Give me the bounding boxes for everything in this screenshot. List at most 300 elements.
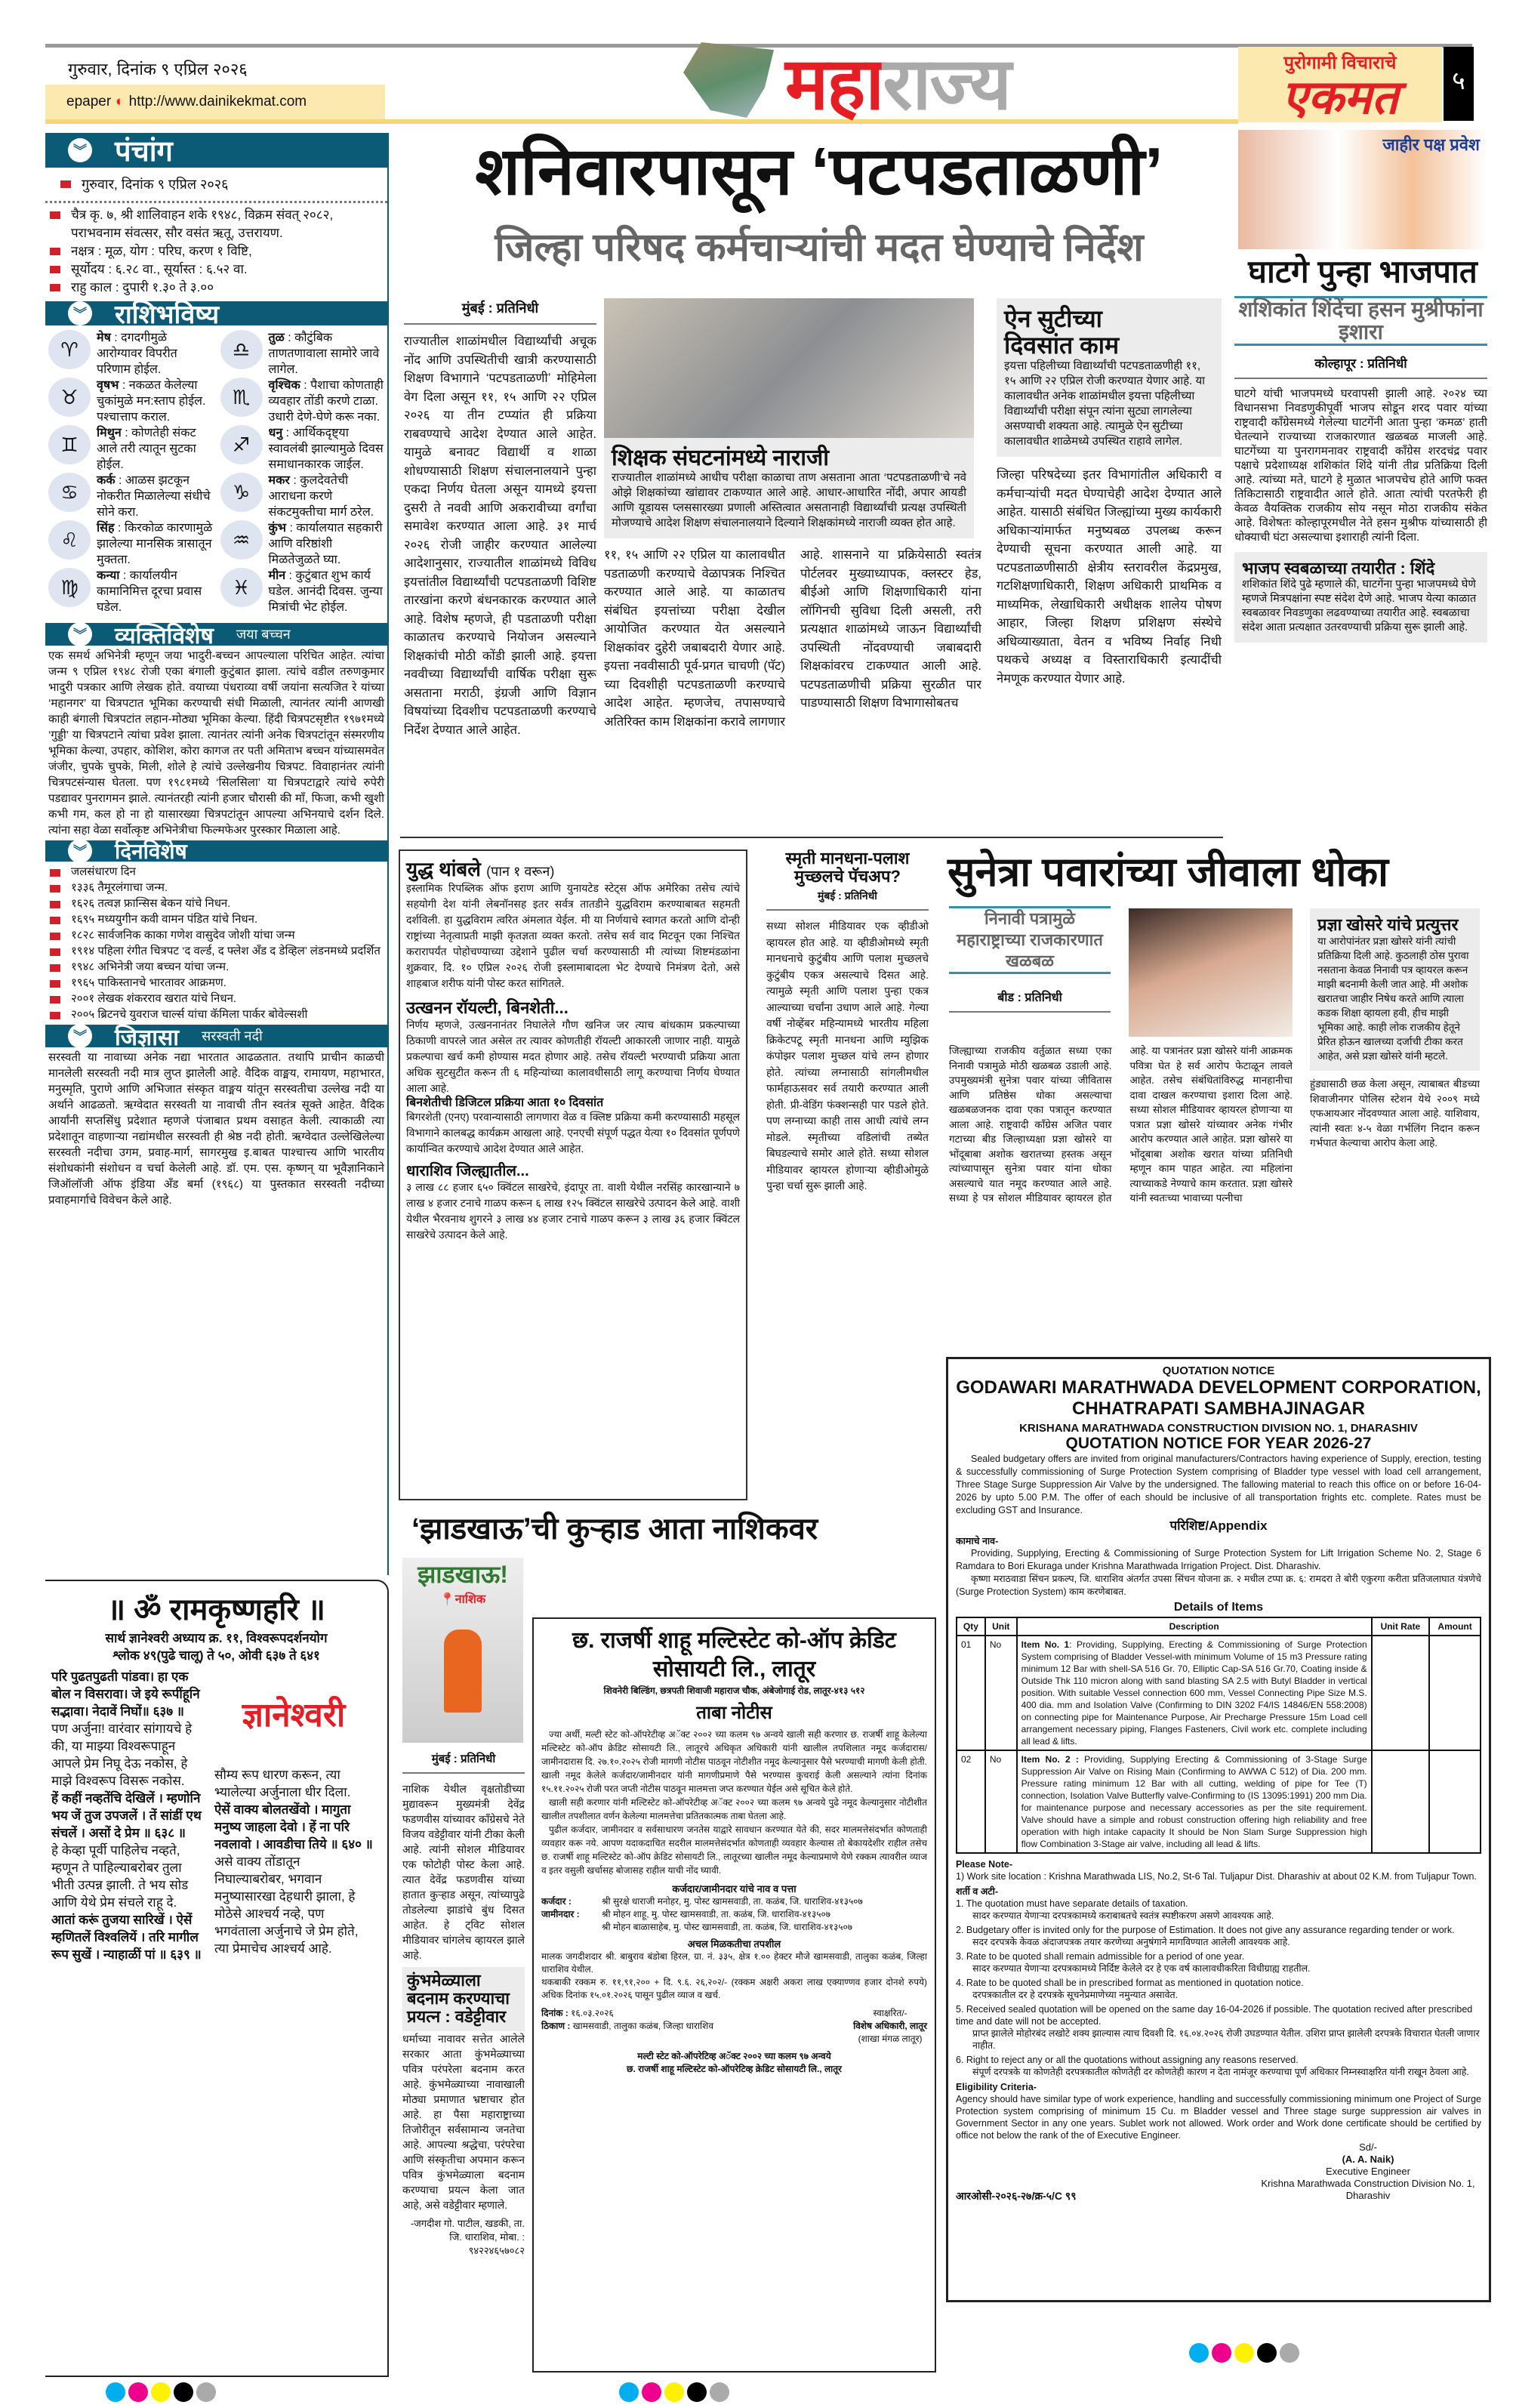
na-title: बिनशेतीची डिजिटल प्रक्रिया आता १० दिवसांत bbox=[406, 1096, 604, 1109]
bullet-icon bbox=[50, 1012, 60, 1019]
dnyaneshwari-left bbox=[51, 1668, 202, 1963]
cartoon-place-text: नाशिक bbox=[454, 1593, 486, 1606]
rashi-name: मेष bbox=[97, 331, 111, 344]
zodiac-icon: ♊ bbox=[48, 425, 91, 464]
royalty-title: उत्खनन रॉयल्टी, बिनशेती... bbox=[406, 997, 568, 1017]
term-mr: प्राप्त झालेले मोहोरबंद लखोटे शक्य झाल्यास त्याच दिवशी दि. १६.०४.२०२६ रोजी उघडण्यात येतील. उशिरा प्राप्त झालेली दरपत्रके विचारात घेतली जाणार नाहीत. bbox=[972, 2028, 1480, 2051]
quotation-notice bbox=[946, 1357, 1491, 2302]
ovi-meaning: असे वाक्य तोंडातून निघाल्याबरोबर, भगवान मनुष्यासारखा देहधारी झाला, हे मोठेसे आश्चर्य नव्हे, पण भगवंताला अर्जुनाचे जे प्रेम होते, त्या प्रेमाचेच आश्चर्य आहे. bbox=[214, 1855, 359, 1956]
dinvishesh-text: जलसंधारण दिन bbox=[71, 865, 136, 878]
zodiac-icon: ♈ bbox=[48, 330, 91, 369]
classroom-photo bbox=[604, 298, 974, 438]
dinvishesh-item bbox=[50, 1007, 383, 1022]
term-en: 3. Rate to be quoted shall remain admissible for a period of one year. bbox=[956, 1951, 1245, 1962]
rashi-text: मेष : दगदगीमुळे आरोग्यावर विपरीत परिणाम होईल. bbox=[97, 331, 177, 376]
dnyaneshwari-title: ॥ ॐ रामकृष्णहरि ॥ bbox=[107, 1593, 325, 1626]
quotation-ref: आरओसी-२०२६-२७/क्र-५/C ९९ bbox=[956, 2190, 1077, 2202]
vyakti-header bbox=[45, 623, 387, 649]
bullet-icon bbox=[60, 180, 71, 188]
rashi-text: कन्या : कार्यालयीन कामानिमित्त दूरचा प्रवास घडेल. bbox=[97, 569, 202, 614]
work-label: कामाचे नाव- bbox=[956, 1536, 999, 1546]
registration-dots-right bbox=[1189, 2343, 1302, 2366]
dinvishesh-text: १९६५ पाकिस्तानचे भारतावर आक्रमण. bbox=[71, 976, 226, 989]
quotation-year-title: QUOTATION NOTICE FOR YEAR 2026-27 bbox=[1065, 1435, 1372, 1452]
logo-grey: राज्य bbox=[883, 44, 1010, 125]
lead-center-flow bbox=[604, 438, 981, 834]
royalty-body: निर्णय म्हणजे, उत्खननानंतर निघालेले गौण खनिज जर त्याच बांधकाम प्रकल्पाच्या ठिकाणी वापरले जात असेल तर त्यावर कोणतीही रॉयल्टी आकारली जाणार नाही. यामुळे प्रकल्पाचा खर्च कमी होण्यास मदत होणार आहे. तसेच रॉयल्टी भरण्याची प्रक्रिया आता अधिक सुटसुटीत करून ती ६ महिन्यांच्या कालावधीसाठी लागू करण्याचा निर्णय घेण्यात आला आहे. bbox=[406, 1018, 740, 1094]
rashi-item bbox=[48, 568, 213, 615]
sunetra-body-wrap bbox=[949, 1044, 1293, 1349]
rashi-name: मीन bbox=[268, 569, 286, 582]
borrower: श्री सुरक्षे धाराजी मनोहर, मु. पोस्ट खामसवाडी, ता. कळंब, जि. धाराशिव-४१३५०७ bbox=[602, 1896, 863, 1907]
divider bbox=[400, 837, 1223, 838]
cyan-dot bbox=[1189, 2343, 1209, 2363]
bullet-icon bbox=[50, 917, 60, 924]
chevron-down-icon: ︾ bbox=[68, 1024, 92, 1048]
quotation-appendix: परिशिष्ट/Appendix bbox=[1169, 1518, 1268, 1533]
item-number: Item No. 1 bbox=[1021, 1639, 1070, 1650]
sign: स्वाक्षरित/- bbox=[873, 2008, 907, 2018]
description-cell bbox=[1017, 1636, 1372, 1750]
sunetra-headline: सुनेत्रा पवारांच्या जीवाला धोका bbox=[948, 849, 1389, 895]
bullet-icon bbox=[50, 869, 60, 877]
amount-cell bbox=[1429, 1636, 1481, 1750]
logo-red: महा bbox=[785, 44, 883, 125]
work-mr: कृष्णा मराठवाडा सिंचन प्रकल्प, जि. धाराशिव अंतर्गत उपसा सिंचन योजना क्र. २ मधील टप्पा क्र. ६: रामदरा ते बोरी एकुरगा करीता प्रतिजलाघात यंत्रणेचे (Surge Protection System) काम करणेबाबत. bbox=[956, 1574, 1481, 1597]
rashi-item bbox=[48, 330, 213, 378]
zodiac-icon: ♓ bbox=[220, 568, 263, 607]
rashi-text: तुळ : कौटुंबिक ताणतणावाला सामोरे जावे लागेल. bbox=[268, 331, 380, 376]
property: मालक जगदीशदार श्री. बाबुराव बंडोबा हिरल, ग्रा. नं. ३३५, क्षेत्र १.०० हेक्टर मौजे खामसवाडी, तालुका कळंब, जिल्हा धाराशिव येथील. bbox=[541, 1951, 927, 1975]
work-en: Providing, Supplying, Erecting & Commissioning of Surge Protection System for Lift Irrigation Scheme No. 2, Stage 6 Ramdara to Bori Ekuraga under Krishna Marathwada Irrigation Project. Dist. Dharashiv. bbox=[956, 1548, 1481, 1571]
table-row bbox=[957, 1750, 1481, 1853]
qty-cell: 02 bbox=[957, 1750, 985, 1853]
bullet-icon bbox=[50, 996, 60, 1004]
jidnyasa-text: सरस्वती या नावाच्या अनेक नद्या भारतात आढळतात. तथापि प्राचीन काळची मानलेली सरस्वती नदी मात्र लुप्त झालेली आहे. वैदिक वाङ्मय, रामायण, महाभारत, मनुस्मृति, पुराणे आणि अभिजात संस्कृत वाङ्मय यांतून सरस्वतीचा उल्लेख नदी या अर्थाने आढळतो. ऋग्वेदात सरस्वती या नावाची तीन स्वतंत्र सूक्ते आहेत. वैदिक आर्यांनी सप्तसिंधु प्रदेशात म्हणजे पंजाबात प्रथम वसाहत केली. त्याकाळी त्या प्रदेशातून वाहणाऱ्या नद्यांमधील सरस्वती ही श्रेष्ठ नदी होती. ऋग्वेदात उल्लेखिलेल्या सरस्वती नदीचा उगम, प्रवाह-मार्ग, सागरमुख इ.बाबत पाश्चात्त्य आणि भारतीय संशोधकांनी संशोधन व चर्चा केलेली आहे. डॉ. एम. एस. कृष्णन् या भूवैज्ञानिकाने जिऑलॉजी ऑफ इंडिया अँड बर्मा (१९६८) या पुस्तकात सरस्वती नदीच्या प्रवाहमार्गाचे विवेचन केले आहे. bbox=[48, 1051, 384, 1207]
rashi-name: मिथुन bbox=[97, 427, 122, 439]
sign-branch: (शाखा मंगळ लातूर) bbox=[858, 2033, 923, 2044]
dinvishesh-item bbox=[50, 959, 383, 975]
column-header: Unit Rate bbox=[1372, 1617, 1430, 1636]
ghatge-box-title: भाजप स्वबळाच्या तयारीत : शिंदे bbox=[1242, 559, 1435, 578]
term-en: 5. Received sealed quotation will be opened on the same day 16-04-2026 if possible. The quotation recived after prescribed time and date will not be accepted. bbox=[956, 2004, 1473, 2027]
terms-list bbox=[956, 1898, 1481, 2078]
dues: थकबाकी रक्कम रु. ११,९१,२०० + दि. ९.६. २६,२०२/- (रक्कम अक्षरी अकरा लाख एक्याण्णव हजार दोनशे रुपये) अधिक दिनांक १५.०१.२०२६ पासून पुढील व्याज व खर्च. bbox=[541, 1977, 927, 2000]
sign-officer: विशेष अधिकारी, लातूर bbox=[853, 2021, 927, 2031]
qty-cell: 01 bbox=[957, 1636, 985, 1750]
panchang-line: राहु काल : दुपारी १.३० ते ३.०० bbox=[71, 280, 214, 294]
zodiac-icon: ♏ bbox=[220, 378, 263, 417]
ovi-verse: हें कहीं नव्हतेंचि देखिलें । म्हणोनि भय जें तुज उपजलें । तें सांडीं एथ संचलें । असों दे प्रेम ॥ ६३८ ॥ bbox=[51, 1791, 202, 1840]
rashi-grid bbox=[45, 325, 387, 620]
smriti-body: सध्या सोशल मीडियावर एक व्हीडीओ व्हायरल होत आहे. या व्हीडीओमध्ये स्मृती मानधनाचे कुटुंबीय आणि पलाश मुच्छलचे कुटुंबीय एकत्र असल्याचे दिसत आहे. त्यामुळे स्मृती आणि पलाश पुन्हा एकत्र आल्याच्या चर्चांना उधाण आले आहे. गेल्या वर्षी नोव्हेंबर महिन्यामध्ये भारतीय महिला क्रिकेटपटू स्मृती मानधना आणि म्युझिक कंपोझर पलाश मुच्छल यांचे लग्न होणार होते. त्यांच्या लग्नासाठी सांगलीमधील फार्महाऊसवर सर्व तयारी करण्यात आली होती. प्री-वेडिंग फंक्शन्सही पार पडले होते. पण लग्नाच्या काही तास आधी त्यांचे लग्न मोडले. स्मृतीच्या वडिलांची तब्येत बिघडल्याचे समोर आले होते. सध्या सोशल मीडियावर व्हायरल होणाऱ्या व्हीडीओमुळे पुन्हा चर्चा सुरू झाली आहे. bbox=[766, 920, 929, 1192]
cyan-dot bbox=[619, 2382, 639, 2402]
zadkhau-cartoon bbox=[402, 1558, 523, 1743]
term-mr: दरपत्रकातील दर हे दरपत्रके सूचनेप्रमाणेच्या नमुन्यात असावेत. bbox=[972, 1990, 1179, 2000]
rashi-item bbox=[220, 330, 385, 378]
vyakti-text: एक समर्थ अभिनेत्री म्हणून जया भादुरी-बच्चन आपल्याला परिचित आहेत. त्यांचा जन्म ९ एप्रिल १९४८ रोजी एका बंगाली कुटुंबात झाला. त्यांचे वडील तरुणकुमार भादुरी पत्रकार आणि लेखक होते. वयाच्या पंधराव्या वर्षी जयांना सत्यजित रे यांच्या ‘महानगर’ या चित्रपटात भूमिका करण्याची संधी मिळाली, त्यानंतर त्यांनी आणखी काही बंगाली चित्रपटांत लहान-मोठ्या भूमिका केल्या. हिंदी चित्रपटसृष्टीत १९७१मध्ये ‘गुड्डी’ या चित्रपटाने त्यांचा प्रवेश झाला. त्यानंतर त्यांनी अनेक चित्रपटांतून संस्मरणीय भूमिका केल्या, उपहार, कोशिश, कोरा कागज तर पती अमिताभ बच्चन यांच्यासमवेत जंजीर, चुपके चुपके, मिली, शोले हे त्यांचे उल्लेखनीय चित्रपट. विवाहानंतर त्यांनी चित्रपटसंन्यास घेतला. पण १९८१मध्ये ‘सिलसिला’ या चित्रपटाद्वारे त्यांचे रुपेरी पडद्यावर पुनरागमन झाले. त्यानंतरही त्यांनी हजार चौरासी की माँ, फिजा, कभी खुशी कभी गम, कल हो ना हो यासारख्या चित्रपटांतून आपल्या अभिनयाचे दर्शन दिले. त्यांना सहा वेळा सर्वोत्कृष्ट अभिनेत्रीचा फिल्मफेअर पुरस्कार मिळाला आहे. bbox=[48, 649, 384, 837]
term-item bbox=[956, 2003, 1481, 2052]
rashi-item bbox=[48, 520, 213, 568]
borrower-section-title: कर्जदार/जामीनदार यांचे नाव व पत्ता bbox=[672, 1883, 797, 1895]
grey-dot bbox=[196, 2382, 216, 2402]
dinvishesh-item bbox=[50, 880, 383, 896]
bullet-icon bbox=[50, 266, 60, 273]
panchang-title: पंचांग bbox=[115, 136, 173, 168]
amount-cell bbox=[1429, 1750, 1481, 1853]
yuddha-title: युद्ध थांबले bbox=[406, 858, 481, 880]
side-box bbox=[997, 298, 1222, 457]
jidnyasa-subtitle: सरस्वती नदी bbox=[202, 1028, 263, 1044]
dinvishesh-text: १३३६ तैमूरलंगाचा जन्म. bbox=[71, 881, 168, 894]
chevron-down-icon: ︾ bbox=[68, 301, 92, 325]
registration-dots-center bbox=[619, 2382, 732, 2406]
rashi-text: कर्क : आळस झटकून नोकरीत मिळालेल्या संधीचे सोने करा. bbox=[97, 474, 211, 519]
borrower-label: कर्जदार : bbox=[541, 1896, 572, 1907]
dinvishesh-title: दिनविशेष bbox=[115, 840, 187, 863]
magenta-dot bbox=[642, 2382, 661, 2402]
bullet-icon bbox=[50, 885, 60, 893]
dnyaneshwari-verses: श्लोक ४९(पुढे चालू) ते ५०, ओवी ६३७ ते ६४१ bbox=[112, 1648, 320, 1663]
masthead-band bbox=[45, 119, 1238, 124]
yellow-dot bbox=[1234, 2343, 1254, 2363]
rashi-prediction: कोणतेही संकट आले तरी त्यातून सुटका होईल. bbox=[97, 427, 196, 471]
zodiac-icon: ♍ bbox=[48, 568, 91, 607]
rashi-item bbox=[48, 473, 213, 520]
dinvishesh-header bbox=[45, 840, 387, 862]
dinvishesh-item bbox=[50, 896, 383, 911]
unit-rate-cell bbox=[1372, 1636, 1430, 1750]
rajarshi-notice-title: ताबा नोटीस bbox=[696, 1703, 772, 1723]
epaper-label: epaper bbox=[66, 94, 112, 109]
wadettiwar-title: कुंभमेळ्याला बदनाम करण्याचा प्रयत्न : वडेट्टीवार bbox=[407, 1971, 510, 2027]
quotation-division: KRISHANA MARATHWADA CONSTRUCTION DIVISION NO. 1, DHARASHIV bbox=[1019, 1422, 1418, 1435]
yuddha-body: इस्लामिक रिपब्लिक ऑफ इराण आणि युनायटेड स्टेट्स ऑफ अमेरिका तसेच त्यांचे सहयोगी देश यांनी लेबनॉनसह इतर सर्वत्र तातडीने युद्धविराम करण्याबाबत सहमती दर्शविली. हा युद्धविराम त्वरित अंमलात येईल. मी या निर्णयाचे स्वागत करतो आणि दोन्ही राष्ट्रांच्या नेतृत्वाप्रती माझी कृतज्ञता व्यक्त करतो. तसेच सर्व वाद मिटवून एका निश्चित करारापर्यंत पोहोचण्याच्या उद्देशाने पुढील चर्चा करण्यासाठी मी त्यांच्या शिष्टमंडळांना शुक्रवार, दि. १० एप्रिल २०२६ रोजी इस्लामाबादला भेट देण्याचे निमंत्रण देतो, असे शाहबाज शरीफ यांनी पोस्ट करत सांगितले. bbox=[406, 881, 740, 989]
cartoon-place bbox=[402, 1590, 523, 1607]
rashi-item bbox=[220, 520, 385, 568]
rashi-item bbox=[48, 425, 213, 473]
panchang-date-text: गुरुवार, दिनांक ९ एप्रिल २०२६ bbox=[82, 177, 229, 192]
zodiac-icon: ♋ bbox=[48, 473, 91, 512]
black-dot bbox=[687, 2382, 707, 2402]
sunetra-right-flow bbox=[1310, 908, 1480, 1349]
zadkhau-byline: मुंबई : प्रतिनिधी bbox=[402, 1748, 525, 1774]
eligibility: Agency should have similar type of work experience, handling and successfully commissioning minimum one Project of Surge Protection system comprising of minimum 15 Cu. m Bladder vessel and Three stage surge suppression air valves in Government Sector in any one years. Sublet work not allowed. Work order and Work done certificate should be certified by office not below the rank of the of Executive Engineer. bbox=[956, 2094, 1481, 2141]
bullet-icon bbox=[50, 948, 60, 956]
yellow-dot bbox=[151, 2382, 171, 2402]
zodiac-icon: ♒ bbox=[220, 520, 263, 560]
caption-text: राज्यातील शाळांमध्ये आधीच परीक्षा काळाचा ताण असताना आता ‘पटपडताळणी’चे नवे ओझे शिक्षकांच्या खांद्यावर टाकण्यात आले आहे. आधार-आधारित नोंदी, अपार आयडी आणि यूडायस प्लससारख्या प्रणाली अस्तित्वात असतानाही विद्यार्थ्यांची प्रत्यक्ष उपस्थिती मोजण्याचे आदेश शिक्षण संचालनालयाने दिल्याने शिक्षकांमध्ये नाराजी व्यक्त होत आहे. bbox=[612, 471, 966, 529]
bullet-icon bbox=[50, 964, 60, 972]
cyan-dot bbox=[106, 2382, 125, 2402]
rashi-item bbox=[48, 378, 213, 425]
dinvishesh-item bbox=[50, 911, 383, 927]
black-dot bbox=[174, 2382, 193, 2402]
column-header: Qty bbox=[957, 1617, 985, 1636]
rashi-name: वृषभ bbox=[97, 379, 119, 392]
ghatge-body: घाटगे यांची भाजपमध्ये घरवापसी झाली आहे. २०२४ च्या विधानसभा निवडणुकीपूर्वी भाजप सोडून शरद पवार यांच्या राष्ट्रवादी काँग्रेसमध्ये गेलेल्या घाटगेंनी आता पुन्हा ‘कमळ’ हाती घेतल्याने राज्याच्या राजकारणात खळबळ माजली आहे. घाटगेंच्या या पुनरागमनावर राष्ट्रवादी काँग्रेस शरदचंद्र पवार पक्षाचे प्रदेशाध्यक्ष शशिकांत शिंदे यांनी तीव्र प्रतिक्रिया दिली आहे. त्यांच्या मते, घाटगे हे मुळात भाजपचेच होते आणि फक्त तिकिटासाठी राष्ट्रवादीत आले होते. आता त्यांची परतफेरी ही केवळ वैयक्तिक राजकीय सोय नसून मोठा राजकीय संकेत आहे. विशेषतः कोल्हापूरमधील नेते हसन मुश्रीफ यांच्यासाठी ही धोक्याची घंटा असल्याचा इशाराही त्यांनी दिला. bbox=[1234, 387, 1487, 544]
rashi-text: वृषभ : नकळत केलेल्या चुकांमुळे मन:स्ताप होईल. पश्चात्ताप कराल. bbox=[97, 379, 206, 424]
link-icon: ◐ bbox=[116, 94, 125, 109]
rashi-text: धनु : आर्थिकदृष्ट्या स्वावलंबी झाल्यामुळे दिवस समाधानकारक जाईल. bbox=[268, 427, 384, 471]
panchang-date bbox=[45, 168, 387, 203]
dinvishesh-text: १९४८ अभिनेत्री जया बच्चन यांचा जन्म. bbox=[71, 960, 230, 973]
notice-place: खामसवाडी, तालुका कळंब, जिल्हा धाराशिव bbox=[572, 2021, 713, 2031]
ghatge-byline: कोल्हापूर : प्रतिनिधी bbox=[1234, 351, 1487, 379]
rashi-item bbox=[220, 473, 385, 520]
signed: Sd/- bbox=[1359, 2141, 1377, 2153]
rajarshi-title: छ. राजर्षी शाहू मल्टिस्टेट को-ऑप क्रेडिट सोसायटी लि., लातूर bbox=[572, 1628, 896, 1682]
notice-footer: मल्टी स्टेट को-ऑपरेटिव्ह अॅक्ट २००२ च्या कलम ९७ अन्वये bbox=[637, 2051, 831, 2061]
rashi-prediction: कौटुंबिक ताणतणावाला सामोरे जावे लागेल. bbox=[268, 331, 380, 376]
column-header: Unit bbox=[985, 1617, 1017, 1636]
smriti-story bbox=[766, 849, 929, 1500]
sunetra-byline: बीड : प्रतिनिधी bbox=[949, 985, 1111, 1013]
rashi-prediction: आळस झटकून नोकरीत मिळालेल्या संधीचे सोने करा. bbox=[97, 474, 211, 519]
guarantor: श्री मोहन बाळासाहेब, मु. पोस्ट खामसवाडी, ता. कळंब, जि. धाराशिव-४१३५०७ bbox=[602, 1922, 852, 1932]
notice-para: खाली सही करणार यांनी मल्टिस्टेट को-ऑपरेटीव्ह अॅक्ट २००२ च्या कलम ९७ अन्वये पुढे नमूद केल्यानुसार नोटीशीत खालील तपशीलात वर्णन केलेल्या मालमत्तेचा प्रतितकात्मक ताबा घेतला आहे. bbox=[541, 1797, 927, 1821]
caption-title: शिक्षक संघटनांमध्ये नाराजी bbox=[612, 446, 830, 470]
dinvishesh-list bbox=[45, 862, 387, 1025]
ovi-verse: ऐसें वाक्य बोलतखेंवो । मागुता मनुष्य जाहला देवो । हें ना परि नवलावो । आवडीचा तिये ॥ ६४० ॥ bbox=[214, 1802, 373, 1851]
zodiac-icon: ♎ bbox=[220, 330, 263, 369]
rashi-name: तुळ bbox=[268, 331, 285, 344]
panchang-header bbox=[45, 133, 387, 168]
rashi-prediction: पैशाचा कोणताही व्यवहार तोंडी करणे टाळा. उधारी देणे-घेणे करू नका. bbox=[268, 379, 384, 424]
na-body: बिगरशेती (एनए) परवान्यासाठी लागणारा वेळ व क्लिष्ट प्रक्रिया कमी करण्यासाठी महसूल विभागाने कालबद्ध कार्यक्रम आखला आहे. एनएची संपूर्ण पद्धत येत्या १० दिवसांत पूर्णपणे कार्यान्वित करण्याचे आदेश देण्यात आले आहेत. bbox=[406, 1111, 740, 1155]
item-number: Item No. 2 : bbox=[1021, 1754, 1079, 1765]
ovi-meaning: हे केव्हा पूर्वी पाहिलेच नव्हते, म्हणून ते पाहिल्याबरोबर तुला भीती उत्पन्न झाली. ते भय सोड आणि येथे प्रेम संचले राहू दे. bbox=[51, 1843, 189, 1910]
term-mr: संपूर्ण दरपत्रके या कोणतेही दरपत्रकातील कोणतेही दर कोणतेही कारण न देता नामंजूर करण्याचा पूर्ण अधिकार निम्नस्वाक्षरित यांनी राखून ठेवला आहे. bbox=[972, 2067, 1469, 2077]
dharashiv-title: धाराशिव जिल्ह्यातील... bbox=[406, 1163, 529, 1180]
jidnyasa-title: जिज्ञासा bbox=[115, 1025, 180, 1050]
side-text: इयत्ता पहिलीच्या विद्यार्थ्यांची पटपडताळणीही ११, १५ आणि २२ एप्रिल रोजी करण्यात येणार आहे. या कालावधीत अनेक शाळांमधील इयत्ता पहिलीच्या विद्यार्थ्यांची परीक्षा संपून त्यांना सुट्या लागलेल्या असण्याची शक्यता आहे. त्यामुळे ऐन सुटीच्या कालावधीत शाळेमध्ये उपस्थित राहावे लागेल. bbox=[1004, 359, 1206, 449]
term-item bbox=[956, 1950, 1481, 1975]
page-number: ५ bbox=[1444, 47, 1474, 121]
guarantor: श्री मोहन शाहू, मु. पोस्ट खामसवाडी, ता. कळंब, जि. धाराशिव-४१३५०७ bbox=[602, 1909, 830, 1919]
quotation-label: QUOTATION NOTICE bbox=[1162, 1364, 1275, 1377]
cartoon-figure bbox=[444, 1629, 482, 1713]
ghatge-box-text: शशिकांत शिंदे पुढे म्हणाले की, घाटगेंना पुन्हा भाजपमध्ये घेणे म्हणजे मित्रपक्षांना स्पष्ट संदेश देणे आहे. भाजप येत्या काळात स्वबळावर निवडणुका लढवण्याच्या तयारीत आहे. स्वबळाचा संदेश आता प्रत्यक्षात उतरवण्याची प्रक्रिया सुरू झाली आहे. bbox=[1242, 578, 1477, 634]
epaper-banner bbox=[45, 85, 385, 119]
rashi-text: वृश्चिक : पैशाचा कोणताही व्यवहार तोंडी करणे टाळा. उधारी देणे-घेणे करू नका. bbox=[268, 379, 384, 424]
term-en: 4. Rate to be quoted shall be in prescribed format as mentioned in quotation notice. bbox=[956, 1978, 1304, 1988]
rashi-title: राशिभविष्य bbox=[115, 301, 220, 329]
lead-headline: शनिवारपासून ‘पटपडताळणी’ bbox=[475, 134, 1163, 208]
rashi-header bbox=[45, 301, 387, 329]
chevron-down-icon: ︾ bbox=[68, 839, 92, 863]
term-en: 2. Budgetary offer is invited only for the purpose of Estimation. It does not give any assurance regarding tender or work. bbox=[956, 1925, 1455, 1935]
designation: Executive Engineer bbox=[1325, 2166, 1410, 2177]
continued-box bbox=[399, 849, 747, 1500]
rashi-name: वृश्चिक bbox=[268, 379, 300, 392]
term-item bbox=[956, 1924, 1481, 1948]
term-item bbox=[956, 1898, 1481, 1922]
note-title: Please Note- bbox=[956, 1859, 1013, 1870]
rashi-item bbox=[220, 378, 385, 425]
notice-footer-2: छ. राजर्षी शाहू मल्टिस्टेट को-ऑपरेटिव्ह क्रेडिट सोसायटी लि., लातूर bbox=[627, 2064, 842, 2074]
term-en: 1. The quotation must have separate details of taxation. bbox=[956, 1898, 1188, 1909]
sunetra-photo bbox=[1129, 908, 1293, 1037]
bullet-icon bbox=[50, 980, 60, 988]
zadkhau-body: नाशिक येथील वृक्षतोडीच्या मुद्यावरून मुख्यमंत्री देवेंद्र फडणवीस यांच्यावर काँग्रेसचे नेते विजय वडेट्टीवार यांनी टीका केली आहे. त्यांनी सोशल मीडियावर एक फोटोही पोस्ट केला आहे. त्यात देवेंद्र फडणवीस यांच्या हातात कुऱ्हाड असून, त्यांच्यापुढे तोडलेल्या झाडांचे बुंध दिसत आहेत. हे ट्विट सोशल मीडियावर चांगलेच व्हायरल झाले आहे. bbox=[402, 1783, 525, 1961]
vyakti-title: व्यक्तिविशेष bbox=[115, 623, 214, 649]
rashi-name: कन्या bbox=[97, 569, 120, 582]
term-item bbox=[956, 2054, 1481, 2078]
caption-box bbox=[604, 438, 974, 538]
bullet-icon bbox=[50, 901, 60, 908]
rashi-name: कर्क bbox=[97, 474, 116, 487]
party-entry-photo bbox=[1238, 130, 1487, 249]
ovi-verse: आतां करूं तुजया सारिखें । ऐसें म्हणितलें विश्वलियें । तरि मागील रूप सुखें । न्याहाळीं पां ॥ ६३९ ॥ bbox=[51, 1913, 202, 1962]
zadkhau-story bbox=[402, 1748, 525, 2397]
dinvishesh-item bbox=[50, 927, 383, 943]
epaper-link[interactable]: http://www.dainikekmat.com bbox=[128, 94, 307, 109]
column-header: Amount bbox=[1429, 1617, 1481, 1636]
rashi-text: मकर : कुलदेवतेची आराधना करणे संकटमुक्तीचा मार्ग ठरेल. bbox=[268, 474, 374, 519]
rajarshi-address: शिवनेरी बिल्डिंग, छत्रपती शिवाजी महाराज चौक, अंबेजोगाई रोड, लातूर-४१३ ५१२ bbox=[603, 1685, 865, 1696]
rashi-prediction: कुलदेवतेची आराधना करणे संकटमुक्तीचा मार्ग ठरेल. bbox=[268, 474, 374, 519]
cartoon-title: झाडखाऊ! bbox=[418, 1561, 508, 1588]
rashi-prediction: आर्थिकदृष्ट्या स्वावलंबी झाल्यामुळे दिवस समाधानकारक जाईल. bbox=[268, 427, 384, 471]
side-title: ऐन सुटीच्या दिवसांत काम bbox=[1004, 305, 1120, 359]
date-label: दिनांक : bbox=[541, 2008, 568, 2018]
maharashtra-map-logo bbox=[683, 42, 774, 118]
quotation-intro: Sealed budgetary offers are invited from original manufacturers/Contractors having experience of Supply, erection, testing & successfully commissioning of Surge Protection System comprising of Bladder type vessel with load cell arrangement, Three Stage Surge Suppression Air Valve by the undersigned. The fallowing material to reach this office on or before 16-04-2026 by upto 5.00 P.M. The offer of each should be inclusive of all transportation frights etc. complete. Rates must be excluding GST and Insurance. bbox=[956, 1454, 1481, 1515]
column-header: Description bbox=[1017, 1617, 1372, 1636]
dinvishesh-item bbox=[50, 975, 383, 991]
dinvishesh-text: १९१४ पहिला रंगीत चित्रपट ‘द वर्ल्ड, द फ्लेश अँड द डेव्हिल’ लंडनमध्ये प्रदर्शित bbox=[71, 945, 381, 957]
dnyaneshwari-logo: ज्ञानेश्वरी bbox=[242, 1697, 346, 1734]
place-label: ठिकाण : bbox=[541, 2021, 571, 2031]
term-mr: सदर दरपत्रके केवळ अंदाजपत्रक तयार करणेच्या अनुषंगाने मागविण्यात आलेली आवश्यक आहे. bbox=[972, 1937, 1290, 1947]
ghatge-headline: घाटगे पुन्हा भाजपात bbox=[1248, 254, 1477, 289]
magenta-dot bbox=[1212, 2343, 1231, 2363]
terms-title: शर्ती व अटी- bbox=[956, 1886, 999, 1897]
rashi-text: कुंभ : कार्यालयात सहकारी आणि वरिष्ठांशी मिळतेजुळते घ्या. bbox=[268, 522, 383, 566]
grey-dot bbox=[710, 2382, 729, 2402]
panchang-line: नक्षत्र : मूळ, योग : परिघ, करण १ विष्टि, bbox=[71, 244, 252, 258]
khosre-box-title: प्रज्ञा खोसरे यांचे प्रत्युत्तर bbox=[1317, 915, 1459, 934]
dinvishesh-text: १६२६ तत्वज्ञ फ्रान्सिस बेकन यांचे निधन. bbox=[71, 897, 231, 910]
rashi-item bbox=[220, 568, 385, 615]
rashi-text: सिंह : किरकोळ कारणामुळे झालेल्या मानसिक त्रासातून मुक्तता. bbox=[97, 522, 213, 566]
lead-body: राज्यातील शाळांमधील विद्यार्थ्यांची अचूक नोंद आणि उपस्थितीची खात्री करण्यासाठी शिक्षण विभागाने ‘पटपडताळणी’ मोहिमेला वेग दिला असून ११, १५ आणि २२ एप्रिल २०२६ या तीन टप्प्यांत ही प्रक्रिया राबवण्याचे आदेश देण्यात आले आहेत. यामुळे बनावट विद्यार्थी व शाळा शोधण्यासाठी शिक्षण संचालनालयाने पुन्हा एकदा निर्णय घेतला असून यामध्ये इयत्ता दुसरी ते नववी आणि अकरावीच्या वर्गांचा समावेश करण्यात आला आहे. ३१ मार्च २०२६ रोजी जाहीर करण्यात आलेल्या आदेशानुसार, राज्यातील शाळांमध्ये विविध इयत्तांतील विद्यार्थ्यांची पटपडताळणी विशिष्ट तारखांना करणे बंधनकारक करण्यात आले आहे. विशेष म्हणजे, ही पडताळणी परीक्षा काळातच करण्याचे नियोजन असल्याने शिक्षकांची मोठी कोंडी झाली आहे. इयत्ता नववीच्या विद्यार्थ्यांची वार्षिक परीक्षा सुरू असताना मराठी, इंग्रजी आणि विज्ञान विषयांच्या दिवशीच पटपडताळणी करण्याचे निर्देश देण्यात आले आहेत. bbox=[404, 335, 596, 737]
ghatge-subhead: शशिकांत शिंदेंचा हसन मुश्रीफांना इशारा bbox=[1234, 296, 1487, 346]
eligibility-title: Eligibility Criteria- bbox=[956, 2082, 1037, 2092]
signatory: (A. A. Naik) bbox=[1342, 2154, 1394, 2165]
lead-byline: मुंबई : प्रतिनिधी bbox=[404, 296, 596, 325]
dinvishesh-item bbox=[50, 864, 383, 880]
left-column bbox=[45, 133, 389, 1575]
rajarshi-notice bbox=[532, 1617, 936, 2373]
magenta-dot bbox=[128, 2382, 148, 2402]
dnyaneshwari-right bbox=[214, 1766, 373, 1957]
ovi-verse: परि पुढतपुढती पांडवा। हा एक बोल न विसरावा। जे इये रूपींहूनि सद्भावा। नेदावें निघों॥ ६३७ ॥ bbox=[51, 1670, 200, 1719]
sunetra-body: जिल्ह्याच्या राजकीय वर्तुळात सध्या एका निनावी पत्रामुळे मोठी खळबळ उडाली आहे. उपमुख्यमंत्री सुनेत्रा पवार यांच्या जीवितास आणि प्रतिष्ठेस धोका असल्याचा खळबळजनक दावा एका पत्रातून करण्यात आला आहे. राष्ट्रवादी काँग्रेस अजित पवार गटाच्या बीड जिल्हाध्यक्षा प्रज्ञा खोसरे या भोंदूबाबा अशोक खरातच्या हस्तक असून त्यांच्यापासून सुनेत्रा पवार यांना धोका असल्याचे यात नमूद करण्यात आले आहे. सध्या हे पत्र सोशल मीडियावर व्हायरल होत आहे. या पत्रानंतर प्रज्ञा खोसरे यांनी आक्रमक पवित्रा घेत हे सर्व आरोप फेटाळून लावले आहेत. तसेच संबंधितांविरुद्ध मानहानीचा दावा दाखल करण्याचा इशारा दिला आहे. सध्या सोशल मीडियावर व्हायरल होणाऱ्या या पत्रात प्रज्ञा खोसरे यांच्यावर अनेक गंभीर आरोप करण्यात आले आहेत. प्रज्ञा खोसरे या भोंदूबाबा अशोक खरात यांच्या प्रतिनिधी म्हणून काम पाहत आहेत. त्या महिलांना त्याच्याकडे नेण्याचे काम करतात. प्रज्ञा खोसरे यांनी स्वतःच्या भावाच्या पत्नीचा bbox=[949, 1045, 1293, 1204]
table-row bbox=[957, 1636, 1481, 1750]
yellow-dot bbox=[664, 2382, 684, 2402]
quotation-org: GODAWARI MARATHWADA DEVELOPMENT CORPORATION, CHHATRAPATI SAMBHAJINAGAR bbox=[956, 1377, 1481, 1419]
property-title: अचल मिळकतीचा तपशील bbox=[687, 1938, 781, 1950]
panchang-line: सूर्योदय : ६.२८ वा., सूर्यास्त : ६.५२ वा. bbox=[71, 262, 248, 276]
sunetra-body2: हुंड्यासाठी छळ केला असून, त्याबाबत बीडच्या शिवाजीनगर पोलिस स्टेशन येथे २००९ मध्ये एफआयआर नोंदवण्यात आला आहे. याशिवाय, त्यांनी स्वतः ४-५ वेळा गर्भलिंग निदान करून गर्भपात केल्याचा आरोप केला आहे. bbox=[1310, 1078, 1480, 1149]
item-description: Providing, Supplying Erecting & Commissioning of 3-Stage Surge Suppression Air Valve on Rising Main (Confirming to AWWA C 512) of Dia. 200 mm. Pressure rating minimum 12 Bar with all cutting, welding of pipe for Tee (T) connection, Isolation Valve Butterfly valve-Confirming to (IS 13095:1991) 200 mm Dia. for maintenance purpose and necessary accessories as per the site requirement. Valve should have a simple and robust construction offering high reliability and free operation with high intake capacity It should be Non Slam Surge Suppression high flow Combination 3-Stage air valve, including all lead & lifts. bbox=[1021, 1754, 1367, 1849]
sunetra-byline-wrap bbox=[949, 985, 1111, 1020]
term-en: 6. Right to reject any or all the quotations without assigning any reasons reserved. bbox=[956, 2055, 1299, 2065]
black-dot bbox=[1257, 2343, 1277, 2363]
notice-para: ज्या अर्थी, मल्टी स्टेट को-ऑपरेटीव्ह अॅक्ट २००२ च्या कलम ९७ अन्वये खाली सही करणार छ. राजर्षी शाहू केलेल्या मल्टिस्टेट को-ऑप क्रेडिट सोसायटी लि., लातूरचे अधिकृत अधिकारी यांनी खालील तपशिलात नमूद कर्जदारास/जामीनदारास दि. २७.१०.२०२५ रोजी मागणी नोटीस पाठवून नोटीशीत नमूद केल्यानुसार पैसे भरण्याची मागणी केली होती. खाली नमूद केलेले कर्जदार/जामीनदार यांनी मागणीप्रमाणे पैसे भरण्यास कुचराई केली असल्याने त्यांना दिनांक १५.११.२०२५ रोजी परत जप्ती नोटीस पाठवून मालमत्ता जप्त करण्यात येईल असे सूचित केले होते. bbox=[541, 1729, 927, 1794]
masthead-date: गुरुवार, दिनांक ९ एप्रिल २०२६ bbox=[68, 60, 248, 79]
items-table bbox=[956, 1617, 1481, 1854]
rashi-prediction: दगदगीमुळे आरोग्यावर विपरीत परिणाम होईल. bbox=[97, 331, 177, 376]
rashi-name: कुंभ bbox=[268, 522, 287, 535]
zadkhau-headline: ‘झाडखाऊ’ची कुऱ्हाड आता नाशिकवर bbox=[411, 1512, 818, 1546]
photo-label: जाहीर पक्ष प्रवेश bbox=[1382, 135, 1480, 154]
note: 1) Work site location : Krishna Marathwada LIS, No.2, St-6 Tal. Tuljapur Dist. Dharashiv at about 02 K.M. from Tuljapur Town. bbox=[956, 1871, 1477, 1882]
registration-dots-left bbox=[106, 2382, 219, 2406]
details-title: Details of Items bbox=[1173, 1601, 1264, 1614]
dinvishesh-text: १६९५ मध्ययुगीन कवी वामन पंडित यांचे निधन. bbox=[71, 913, 258, 926]
unit-rate-cell bbox=[1372, 1750, 1430, 1853]
rashi-name: मकर bbox=[268, 474, 290, 487]
lead-col1 bbox=[404, 296, 596, 834]
term-mr: सादर करण्यात येणाऱ्या दरपत्रकामध्ये कराबाबतचे स्वतंत्र स्पष्टीकरण असणे आवश्यक आहे. bbox=[972, 1910, 1274, 1921]
lead-col23: ११, १५ आणि २२ एप्रिल या कालावधीत पडताळणी करण्याचे वेळापत्रक निश्चित करण्यात आले आहे. या काळातच संबंधित इयत्तांच्या परीक्षा देखील आयोजित करण्यात येत असल्याने शिक्षकांवर दुहेरी जबाबदारी येणार आहे. इयत्ता नववीसाठी पूर्व-प्रगत चाचणी (पॅट) च्या दिवशीही पटपडताळणी करण्याचे आदेश आहेत. म्हणजेच, तपासण्याचे अतिरिक्त काम शिक्षकांना करावे लागणार आहे. शासनाने या प्रक्रियेसाठी स्वतंत्र पोर्टलवर मुख्याध्यापक, क्लस्टर हेड, बीईओ आणि शिक्षणाधिकारी यांना लॉगिनची सुविधा दिली असली, तरी प्रत्यक्षात शाळांमध्ये जाऊन विद्यार्थ्यांची उपस्थिती नोंदवण्याची जबाबदारी शिक्षकांवरच टाकण्यात आली आहे. पटपडताळणीची प्रक्रिया सुरळीत पार पाडण्यासाठी शिक्षण विभागासोबतच bbox=[604, 548, 981, 729]
dinvishesh-text: २००५ ब्रिटनचे युवराज चार्ल्स यांचा कॅमिला पार्कर बोवेल्सशी bbox=[71, 1008, 308, 1021]
term-mr: सादर करण्यात येणाऱ्या दरपत्रकामध्ये निर्दिष्ट केलेले दर हे एक वर्ष कालावधीकरिता विधीग्राह्य राहतील. bbox=[972, 1963, 1311, 1974]
wadettiwar-box bbox=[402, 1967, 525, 2031]
zodiac-icon: ♐ bbox=[220, 425, 263, 464]
panchang-line: चैत्र कृ. ७, श्री शालिवाहन शके १९४८, विक्रम संवत् २०८२, पराभवनाम संवत्सर, सौर वसंत ऋतू, उत्तरायण. bbox=[71, 208, 334, 240]
rashi-name: सिंह bbox=[97, 522, 115, 535]
grey-dot bbox=[1280, 2343, 1299, 2363]
unit-cell: No bbox=[985, 1750, 1017, 1853]
jidnyasa-header bbox=[45, 1025, 387, 1050]
ovi-meaning: सौम्य रूप धारण करून, त्या भ्यालेल्या अर्जुनाला धीर दिला. bbox=[214, 1768, 351, 1799]
chevron-down-icon: ︾ bbox=[68, 138, 92, 162]
rashi-item bbox=[220, 425, 385, 473]
bullet-icon bbox=[50, 284, 60, 291]
bullet-icon bbox=[50, 248, 60, 255]
wadettiwar-body: धर्माच्या नावावर सत्तेत आलेले सरकार आता कुंभमेळ्याच्या पवित्र परंपरेला बदनाम करत आहे. कुंभमेळ्याच्या नावाखाली मोठ्या प्रमाणात भ्रष्टाचार होत आहे. हा पैसा महाराष्ट्राच्या तिजोरीतून सर्वसामान्य जनतेचा आहे. आपल्या श्रद्धेचा, परंपरेचा आणि संस्कृतीचा अपमान करून पवित्र कुंभमेळ्याला बदनाम करण्याचा प्रयत्न केला जात आहे, असे वडेट्टीवार म्हणाले. bbox=[402, 2032, 525, 2211]
location-pin-icon: 📍 bbox=[439, 1593, 455, 1606]
dinvishesh-text: १८२८ सार्वजनिक काका गणेश वासुदेव जोशी यांचा जन्म bbox=[71, 929, 295, 942]
smriti-byline: मुंबई : प्रतिनिधी bbox=[766, 886, 929, 911]
office: Krishna Marathwada Construction Division No. 1, Dharashiv bbox=[1261, 2178, 1475, 2201]
item-description: : Providing, Supplying, Erecting & Commissioning of Surge Protection System comprising of Bladder Vessel-with minimum Volume of 15 m3 Pressure rating minimum 12 Bar with shell-SA 516 Gr. 70, Elliptic Cap-SA 516 Gr.70, Coating inside & Outside Thk 110 micron along with sand blasting SA 2.5 with Butyl Bladder in vertical position. With suitable Vessel connection 600 mm, Vessel Connecting Pipe Size M.S. 400 dia. mm and Isolation Valve (Confirming to DIN 3202 F4/IS 14846/EN 558:2008) on connecting pipe for Maintenance Purpose, Air Precharge Pressure 15m Load cell arrangement necessary piping, Flanges Fasteners, Civil work etc. complete including all lead & lifts. bbox=[1021, 1639, 1367, 1747]
zodiac-icon: ♌ bbox=[48, 520, 91, 560]
rashi-text: मिथुन : कोणतेही संकट आले तरी त्यातून सुटका होईल. bbox=[97, 427, 196, 471]
rashi-prediction: कुटुंबात शुभ कार्य घडेल. आनंदी दिवस. जुन्या मित्रांची भेट होईल. bbox=[268, 569, 383, 614]
brand-name: एकमत bbox=[1281, 72, 1399, 124]
dnyaneshwari-sign: -जगदीश गो. पाटील, खडकी, ता. जि. धाराशिव, मोबा. : ९४२२४६५७०८२ bbox=[410, 2217, 525, 2256]
rashi-prediction: कार्यालयात सहकारी आणि वरिष्ठांशी मिळतेजुळते घ्या. bbox=[268, 522, 383, 566]
term-item bbox=[956, 1977, 1481, 2001]
unit-cell: No bbox=[985, 1636, 1017, 1750]
zodiac-icon: ♑ bbox=[220, 473, 263, 512]
rashi-name: धनु bbox=[268, 427, 283, 439]
description-cell bbox=[1017, 1750, 1372, 1853]
ghatge-story bbox=[1234, 351, 1487, 834]
zodiac-icon: ♉ bbox=[48, 378, 91, 417]
notice-para: पुढील कर्जदार, जामीनदार व सर्वसाधारण जनतेस याद्वारे सावधान करण्यात येते की, सदर मालमत्तेसंदर्भात कोणताही व्यवहार करू नये. आपण यदाकदाचित सदरील मालमत्तेसंदर्भात कोणताही व्यवहार केल्यास तो बेकायदेशीर राहील तसेच छ. राजर्षी शाहू मल्टिस्टेट को-ऑप क्रेडिट सोसायटी लि., लातूरच्या खालील नमूद केल्याप्रमाणे येणे रक्कम त्यावरील व्याज व इतर वसुली खर्चासह बोजासह राहील याची नोंद घ्यावी. bbox=[541, 1824, 927, 1876]
dinvishesh-text: २००१ लेखक शंकरराव खरात यांचे निधन. bbox=[71, 992, 237, 1005]
guarantor-label: जामीनदार : bbox=[541, 1909, 580, 1919]
vyakti-subtitle: जया बच्चन bbox=[236, 627, 291, 642]
bullet-icon bbox=[50, 933, 60, 940]
lead-subhead: जिल्हा परिषद कर्मचाऱ्यांची मदत घेण्याचे निर्देश bbox=[495, 226, 1144, 270]
